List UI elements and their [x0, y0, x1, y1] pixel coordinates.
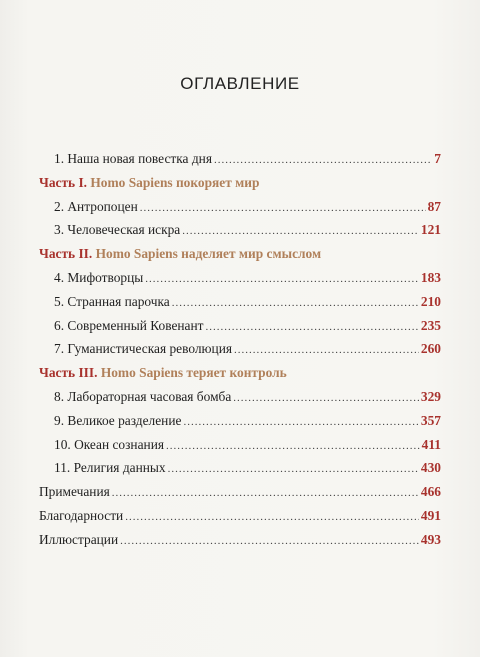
part-number: Часть I.: [39, 175, 91, 190]
toc-entry-label: 6. Современный Ковенант: [54, 318, 204, 333]
part-title: Homo Sapiens теряет контроль: [100, 365, 287, 380]
toc-entry-label: 7. Гуманистическая революция: [54, 341, 233, 356]
dot-leader: [145, 271, 419, 287]
dot-leader: [112, 485, 419, 501]
toc-chapter-entry[interactable]: [54, 413, 441, 429]
toc-chapter-entry[interactable]: [54, 389, 441, 405]
toc-entry-label: 2. Антропоцен: [54, 199, 138, 214]
toc-chapter-entry[interactable]: [54, 341, 441, 357]
part-number: Часть III.: [39, 365, 101, 380]
dot-leader: [214, 152, 432, 168]
dot-leader: [206, 319, 419, 335]
toc-part-heading: [39, 175, 259, 191]
dot-leader: [172, 295, 419, 311]
toc-entry-label: 5. Странная парочка: [54, 294, 170, 309]
toc-page-number: 7: [434, 151, 441, 166]
toc-entry-label: Примечания: [39, 484, 110, 499]
toc-entry-label: Благодарности: [39, 508, 124, 523]
toc-backmatter-entry[interactable]: [39, 508, 441, 524]
toc-page-number: 235: [420, 318, 441, 333]
dot-leader: [168, 461, 419, 477]
toc-chapter-entry[interactable]: [54, 460, 441, 476]
toc-entry-label: 3. Человеческая искра: [54, 222, 181, 237]
toc-page-number: 183: [420, 270, 441, 285]
toc-chapter-entry[interactable]: [54, 270, 441, 286]
toc-chapter-entry[interactable]: [54, 294, 441, 310]
toc-entry-label: 10. Океан сознания: [54, 437, 165, 452]
toc-chapter-entry[interactable]: [54, 151, 441, 167]
toc-entry-label: 9. Великое разделение: [54, 413, 182, 428]
toc-page-number: 121: [420, 222, 441, 237]
toc-page-number: 493: [420, 532, 441, 547]
dot-leader: [125, 509, 419, 525]
toc-backmatter-entry[interactable]: [39, 484, 441, 500]
dot-leader: [183, 414, 418, 430]
toc-entry-label: 8. Лабораторная часовая бомба: [54, 389, 232, 404]
dot-leader: [120, 533, 419, 549]
toc-entry-label: 1. Наша новая повестка дня: [54, 151, 212, 166]
toc-backmatter-entry[interactable]: [39, 532, 441, 548]
toc-title: ОГЛАВЛЕНИЕ: [180, 74, 300, 93]
toc-chapter-entry[interactable]: [54, 199, 441, 215]
toc-page-number: 357: [420, 413, 441, 428]
dot-leader: [234, 342, 419, 358]
part-number: Часть II.: [39, 246, 96, 261]
toc-part-heading: [39, 365, 287, 381]
toc-entry-label: Иллюстрации: [39, 532, 119, 547]
toc-page-number: 491: [420, 508, 441, 523]
toc-page-number: 329: [420, 389, 441, 404]
dot-leader: [182, 223, 419, 239]
dot-leader: [166, 438, 420, 454]
toc-page-number: 87: [427, 199, 441, 214]
toc-page-number: 466: [420, 484, 441, 499]
toc-entry-label: 4. Мифотворцы: [54, 270, 144, 285]
part-title: Homo Sapiens наделяет мир смыслом: [95, 246, 322, 261]
toc-chapter-entry[interactable]: [54, 318, 441, 334]
toc-part-heading: [39, 246, 321, 262]
toc-chapter-entry[interactable]: [54, 437, 441, 453]
dot-leader: [140, 200, 426, 216]
toc-page-number: 430: [420, 460, 441, 475]
toc-page-number: 411: [421, 437, 441, 452]
dot-leader: [233, 390, 419, 406]
toc-page-number: 260: [420, 341, 441, 356]
toc-chapter-entry[interactable]: [54, 222, 441, 238]
toc-page-number: 210: [420, 294, 441, 309]
toc-entry-label: 11. Религия данных: [54, 460, 166, 475]
part-title: Homo Sapiens покоряет мир: [90, 175, 260, 190]
